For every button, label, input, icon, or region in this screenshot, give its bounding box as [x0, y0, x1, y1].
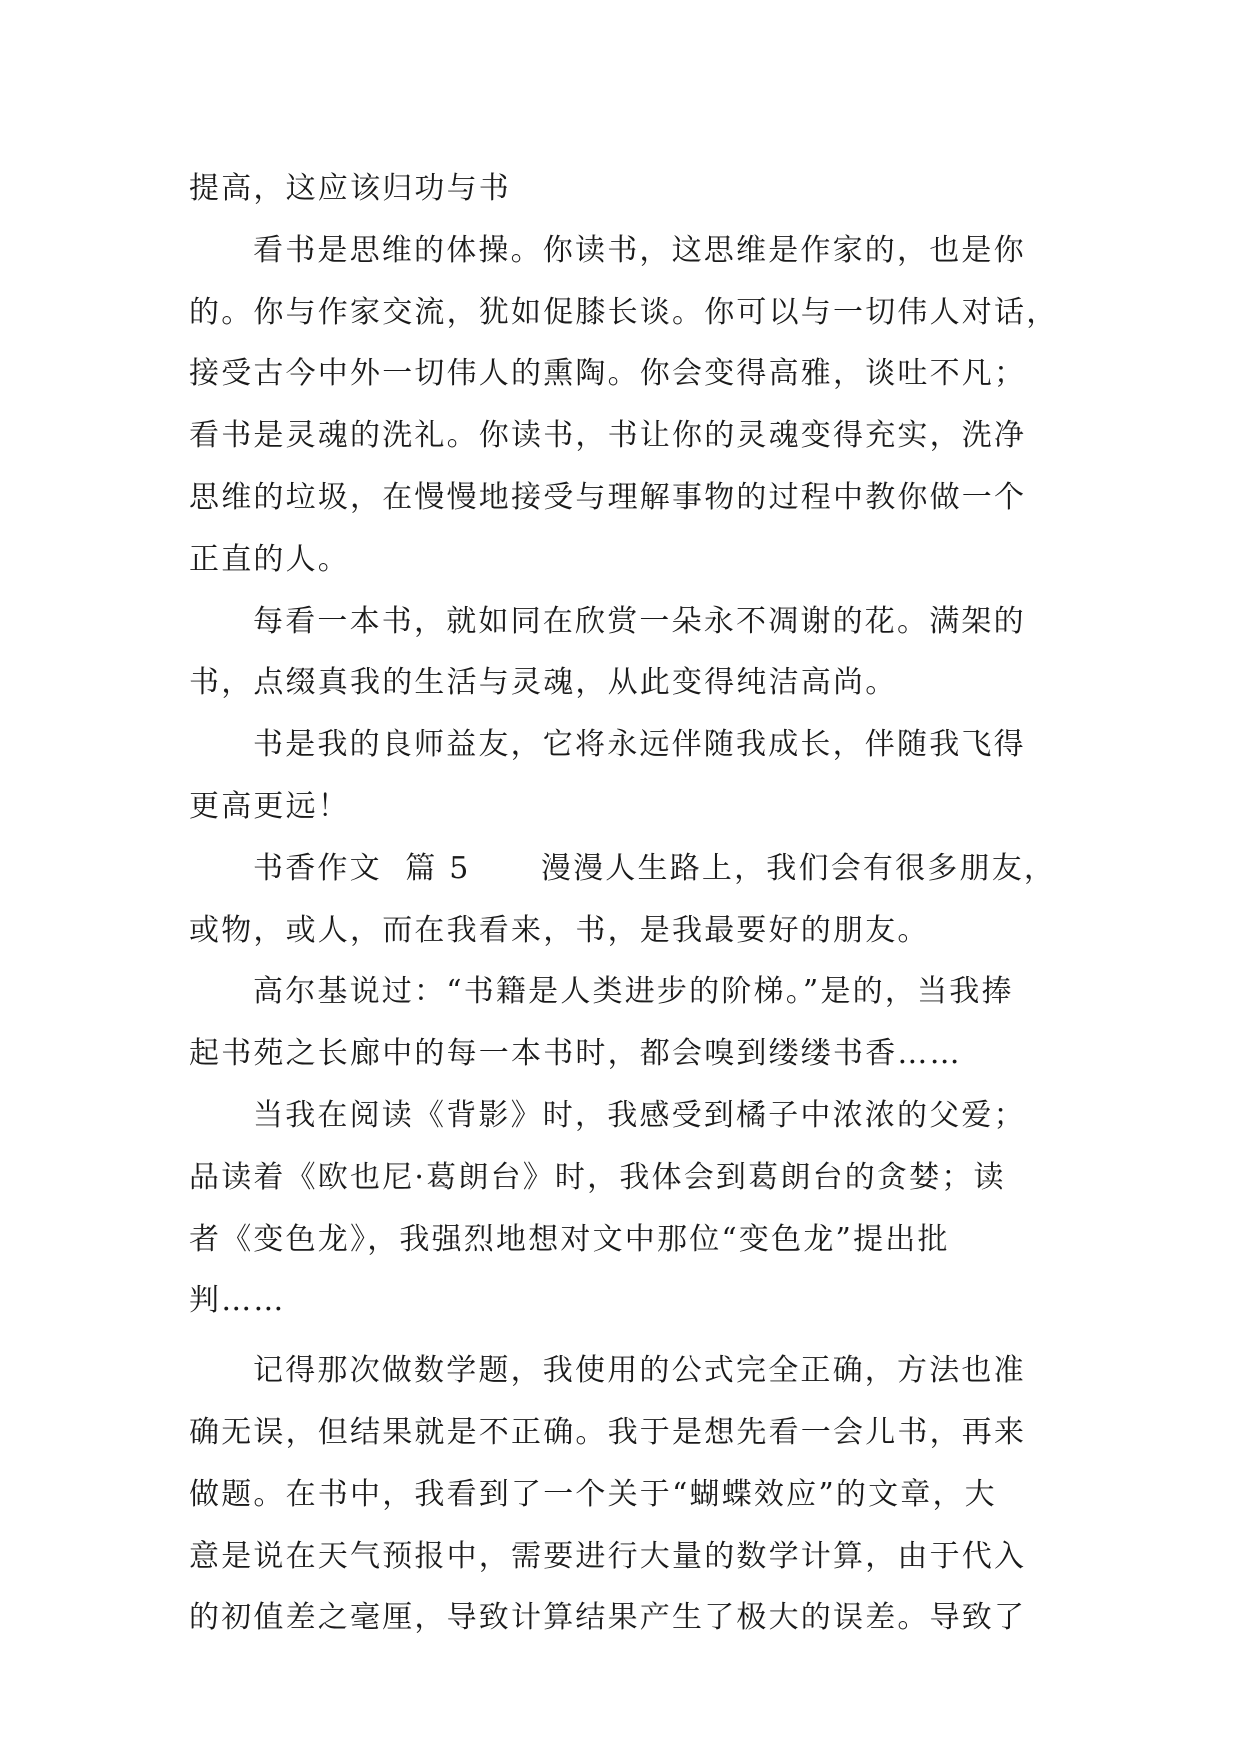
text-line: 的初值差之毫厘，导致计算结果产生了极大的误差。导致了 [189, 1600, 1027, 1636]
text-line: 判…… [189, 1283, 286, 1319]
text-line: 书香作文 篇 5 漫漫人生路上，我们会有很多朋友， [253, 850, 1057, 886]
text-line: 做题。在书中，我看到了一个关于“蝴蝶效应”的文章，大 [189, 1476, 997, 1512]
text-line: 者《变色龙》，我强烈地想对文中那位“变色龙”提出批 [189, 1221, 950, 1257]
text-line: 书，点缀真我的生活与灵魂，从此变得纯洁高尚。 [189, 665, 898, 701]
paragraph-gap [189, 1332, 1049, 1340]
text-line: 确无误，但结果就是不正确。我于是想先看一会儿书，再来 [189, 1414, 1027, 1450]
text-line: 接受古今中外一切伟人的熏陶。你会变得高雅，谈吐不凡； [189, 356, 1027, 392]
text-line: 高尔基说过：“书籍是人类进步的阶梯。”是的，当我捧 [253, 974, 1014, 1010]
text-line: 思维的垃圾，在慢慢地接受与理解事物的过程中教你做一个 [189, 479, 1027, 515]
text-line: 看书是灵魂的洗礼。你读书，书让你的灵魂变得充实，洗净 [189, 418, 1027, 454]
text-line: 看书是思维的体操。你读书，这思维是作家的，也是你 [253, 232, 1026, 268]
article-body [189, 158, 1059, 1649]
text-line: 更高更远！ [189, 788, 350, 824]
text-line: 的。你与作家交流，犹如促膝长谈。你可以与一切伟人对话， [189, 294, 1059, 330]
text-line: 或物，或人，而在我看来，书，是我最要好的朋友。 [189, 912, 930, 948]
text-line: 记得那次做数学题，我使用的公式完全正确，方法也准 [253, 1353, 1026, 1389]
text-line: 提高，这应该归功与书 [189, 171, 511, 206]
text-line: 当我在阅读《背影》时，我感受到橘子中浓浓的父爱； [253, 1097, 1026, 1133]
text-line: 每看一本书，就如同在欣赏一朵永不凋谢的花。满架的 [253, 603, 1026, 639]
text-line: 品读着《欧也尼·葛朗台》时，我体会到葛朗台的贪婪；读 [189, 1159, 1006, 1195]
text-line: 意是说在天气预报中，需要进行大量的数学计算，由于代入 [189, 1538, 1027, 1574]
text-line: 起书苑之长廊中的每一本书时，都会嗅到缕缕书香…… [189, 1036, 962, 1072]
text-line: 书是我的良师益友，它将永远伴随我成长，伴随我飞得 [253, 727, 1026, 763]
text-line: 正直的人。 [189, 541, 350, 577]
